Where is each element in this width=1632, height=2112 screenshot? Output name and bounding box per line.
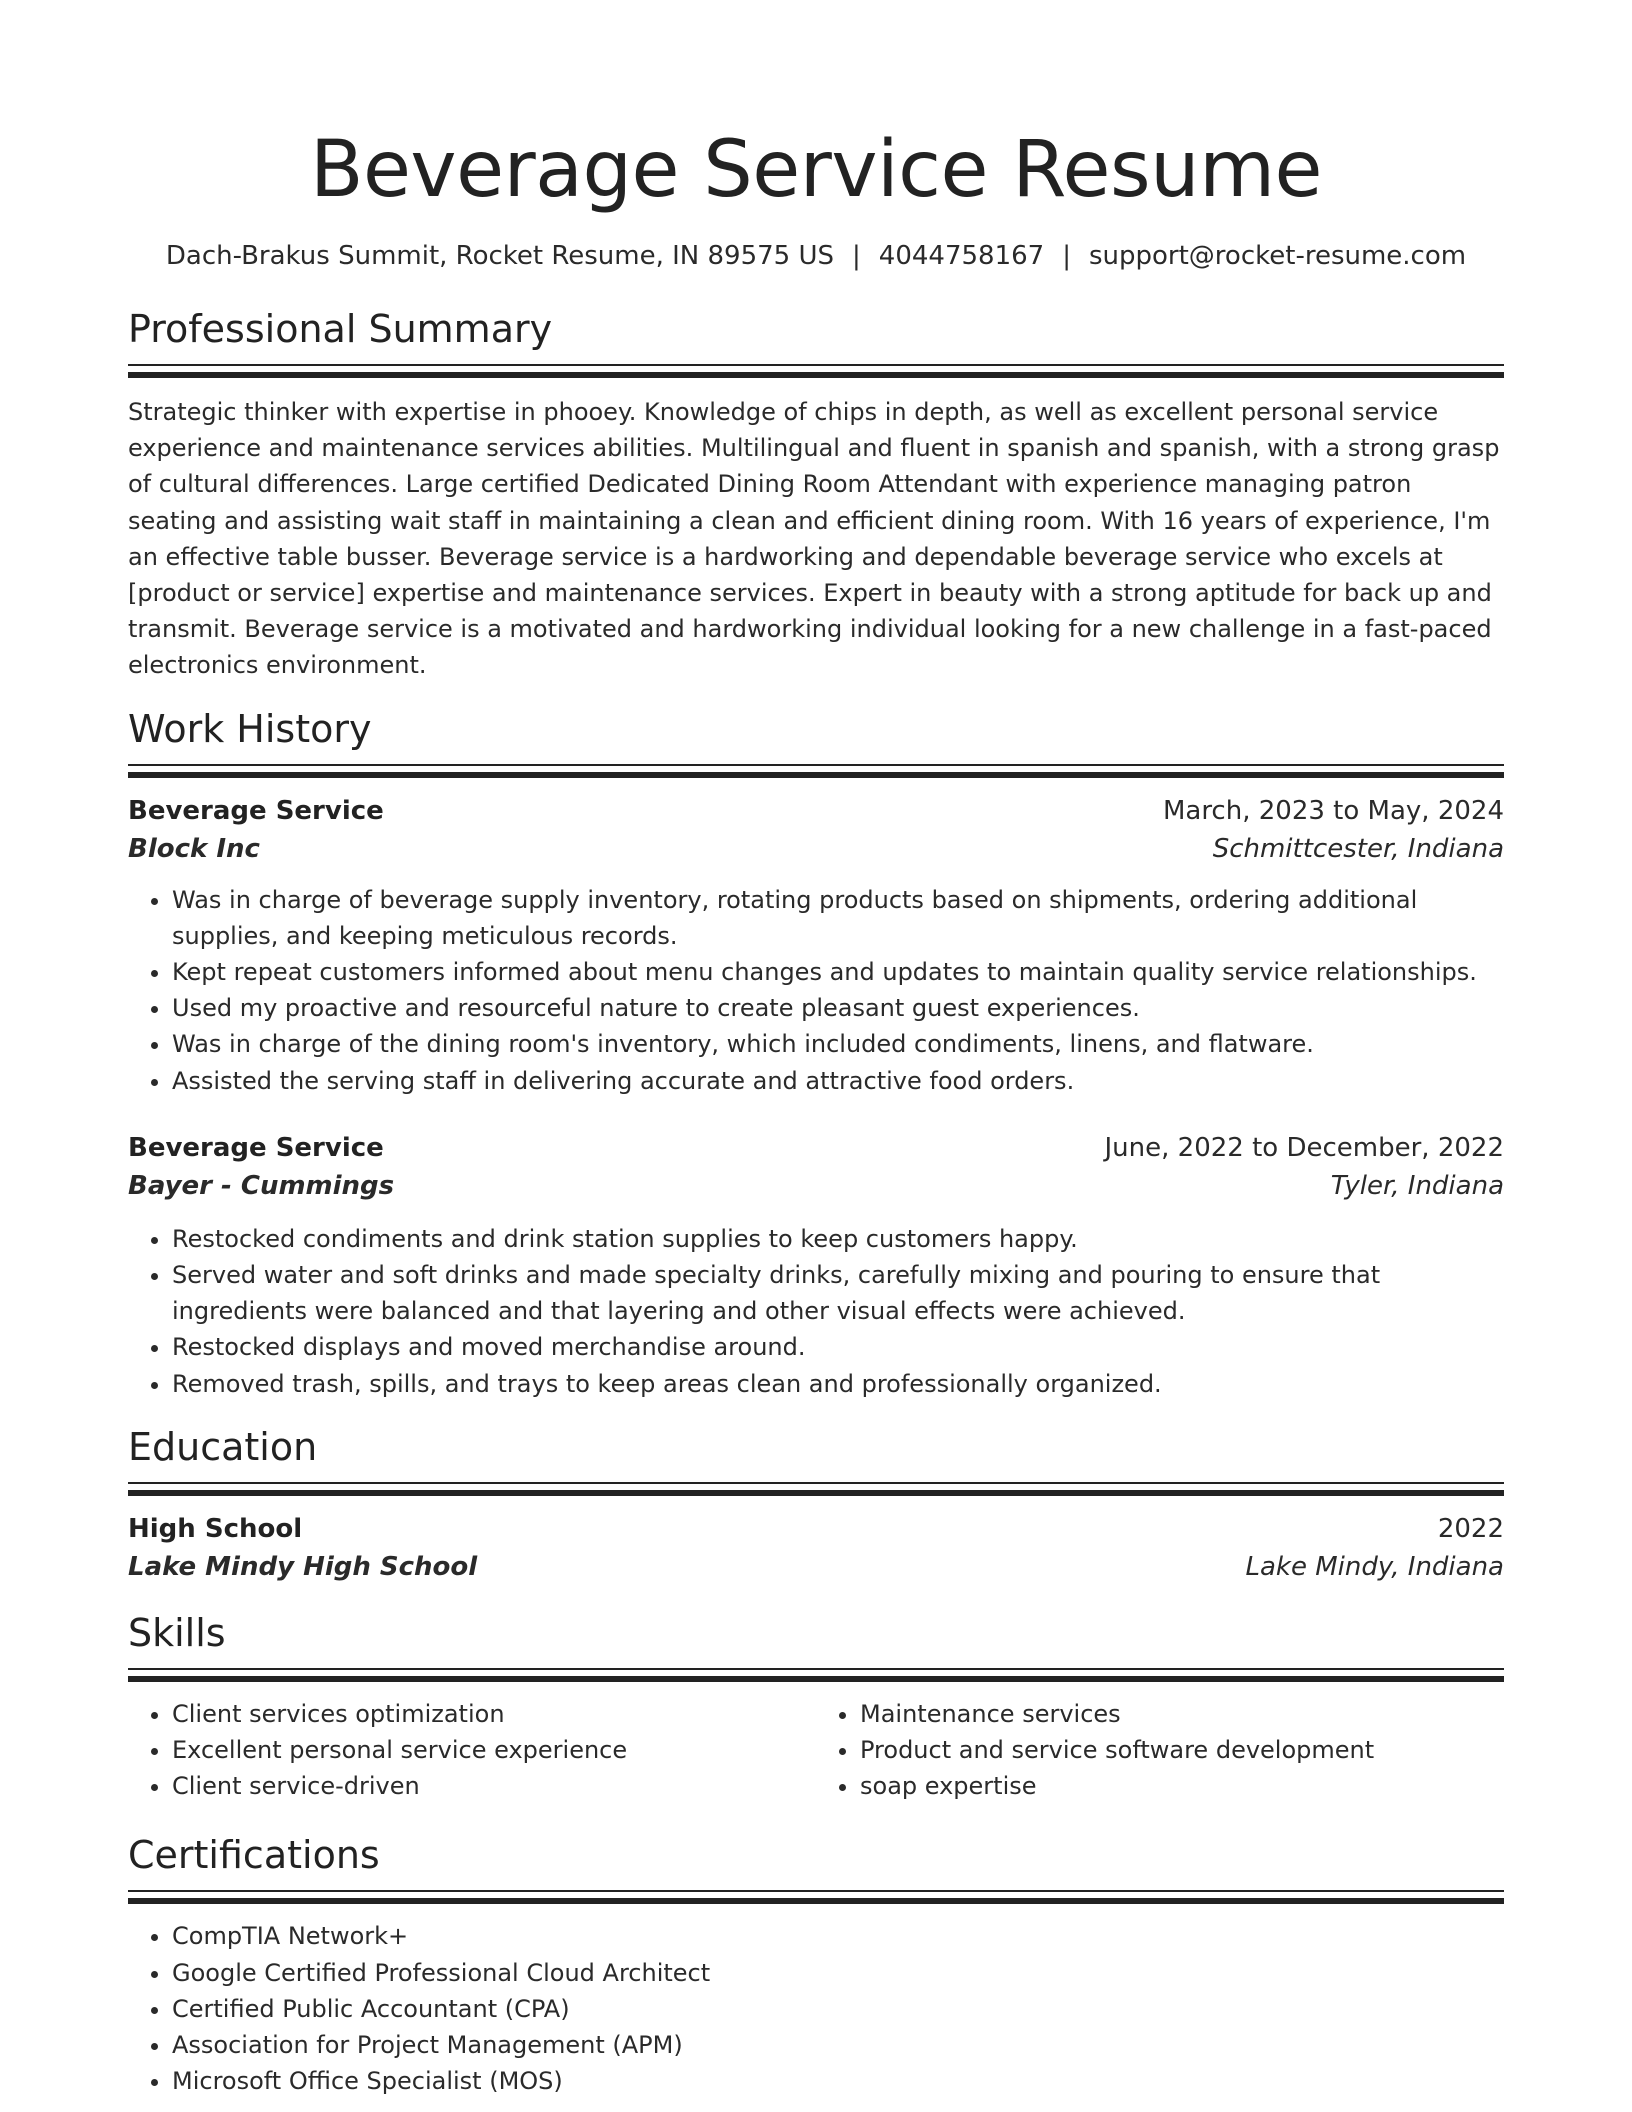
list-item: • Maintenance services xyxy=(860,1696,1504,1732)
job-title: Beverage Service xyxy=(128,795,384,826)
certifications-heading: Certifications xyxy=(128,1833,380,1878)
list-item: • Microsoft Office Specialist (MOS) xyxy=(172,2063,1504,2099)
job-entry xyxy=(128,1129,1504,1402)
job-subheader xyxy=(128,1167,1504,1205)
list-item: • Association for Project Management (APM) xyxy=(172,2027,1504,2063)
section-rule-thick xyxy=(128,1490,1504,1496)
education-location: Lake Mindy, Indiana xyxy=(1245,1551,1504,1582)
summary-text: Strategic thinker with expertise in phooey. Knowledge of chips in depth, as well as excellent personal service experience and maintenance services abilities. Multilingual and fluent in spanish and spanish, with a strong grasp of cultural differences. Large certified Dedicated Dining Room Attendant with experience managing patron seating and assisting wait staff in maintaining a clean and efficient dining room. With 16 years of experience, I'm an effective table busser. Beverage service is a hardworking and dependable beverage service who excels at [product or service] expertise and maintenance services. Expert in beauty with a strong aptitude for back up and transmit. Beverage service is a motivated and hardworking individual looking for a new challenge in a fast-paced electronics environment. xyxy=(128,398,1500,680)
list-item: • Google Certified Professional Cloud Architect xyxy=(172,1955,1504,1991)
job-location: Schmittcester, Indiana xyxy=(1212,833,1504,864)
section-rule-thick xyxy=(128,772,1504,778)
job-title: Beverage Service xyxy=(128,1132,384,1163)
education-year: 2022 xyxy=(1437,1513,1504,1544)
skills-list-left xyxy=(128,1696,816,1805)
education-section xyxy=(128,1422,1504,1586)
job-header xyxy=(128,1129,1504,1167)
job-company: Bayer - Cummings xyxy=(128,1170,395,1201)
contact-separator: | xyxy=(1062,241,1071,271)
certifications-list xyxy=(128,1918,1504,2099)
list-item: • CompTIA Network+ xyxy=(172,1918,1504,1954)
job-company: Block Inc xyxy=(128,833,260,864)
list-item: • Was in charge of the dining room's inventory, which included condiments, linens, and flatware. xyxy=(172,1026,1504,1062)
list-item: • Was in charge of beverage supply inventory, rotating products based on shipments, ordering additional supplies, and keeping meticulous records. xyxy=(172,882,1504,954)
education-school: Lake Mindy High School xyxy=(128,1551,478,1582)
work-heading: Work History xyxy=(128,706,372,751)
contact-phone: 4044758167 xyxy=(878,241,1045,271)
section-rule xyxy=(128,364,1504,366)
certifications-section xyxy=(128,1830,1504,2099)
contact-email: support@rocket-resume.com xyxy=(1088,241,1467,271)
contact-separator: | xyxy=(852,241,861,271)
summary-section xyxy=(128,304,1504,684)
education-header xyxy=(128,1510,1504,1548)
education-subheader xyxy=(128,1548,1504,1586)
list-item: • Kept repeat customers informed about menu changes and updates to maintain quality service relationships. xyxy=(172,954,1504,990)
section-rule xyxy=(128,1482,1504,1484)
job-bullets xyxy=(128,882,1504,1099)
contact-address: Dach-Brakus Summit, Rocket Resume, IN 89575 US xyxy=(165,241,835,271)
list-item: • soap expertise xyxy=(860,1768,1504,1804)
contact-line xyxy=(128,238,1504,274)
work-section xyxy=(128,704,1504,1402)
job-entry xyxy=(128,792,1504,1099)
education-entry xyxy=(128,1510,1504,1586)
skills-list-right xyxy=(816,1696,1504,1805)
list-item: • Excellent personal service experience xyxy=(172,1732,816,1768)
list-item: • Removed trash, spills, and trays to keep areas clean and professionally organized. xyxy=(172,1366,1504,1402)
section-rule xyxy=(128,1668,1504,1670)
section-rule-thick xyxy=(128,1676,1504,1682)
section-rule xyxy=(128,1890,1504,1892)
resume-page xyxy=(128,0,1504,2099)
list-item: • Product and service software development xyxy=(860,1732,1504,1768)
job-dates: June, 2022 to December, 2022 xyxy=(1104,1132,1504,1163)
education-degree: High School xyxy=(128,1513,303,1544)
section-rule xyxy=(128,764,1504,766)
education-heading: Education xyxy=(128,1424,318,1469)
list-item: • Assisted the serving staff in delivering accurate and attractive food orders. xyxy=(172,1063,1504,1099)
list-item: • Client services optimization xyxy=(172,1696,816,1732)
job-subheader xyxy=(128,830,1504,868)
section-rule-thick xyxy=(128,1898,1504,1904)
section-rule-thick xyxy=(128,372,1504,378)
skills-heading: Skills xyxy=(128,1610,226,1655)
list-item: • Restocked displays and moved merchandise around. xyxy=(172,1329,1504,1365)
job-header xyxy=(128,792,1504,830)
list-item: • Restocked condiments and drink station supplies to keep customers happy. xyxy=(172,1221,1504,1257)
resume-title: Beverage Service Resume xyxy=(309,125,1323,215)
job-dates: March, 2023 to May, 2024 xyxy=(1162,795,1504,826)
summary-heading: Professional Summary xyxy=(128,307,553,351)
job-bullets xyxy=(128,1221,1504,1402)
list-item: • Client service-driven xyxy=(172,1768,816,1804)
list-item: • Certified Public Accountant (CPA) xyxy=(172,1991,1504,2027)
list-item: • Used my proactive and resourceful nature to create pleasant guest experiences. xyxy=(172,990,1504,1026)
skills-section xyxy=(128,1608,1504,1805)
job-location: Tyler, Indiana xyxy=(1330,1170,1504,1201)
list-item: • Served water and soft drinks and made specialty drinks, carefully mixing and pouring to ensure that ingredients were balanced and that layering and other visual effects were achieved. xyxy=(172,1257,1504,1329)
skills-grid xyxy=(128,1696,1504,1805)
